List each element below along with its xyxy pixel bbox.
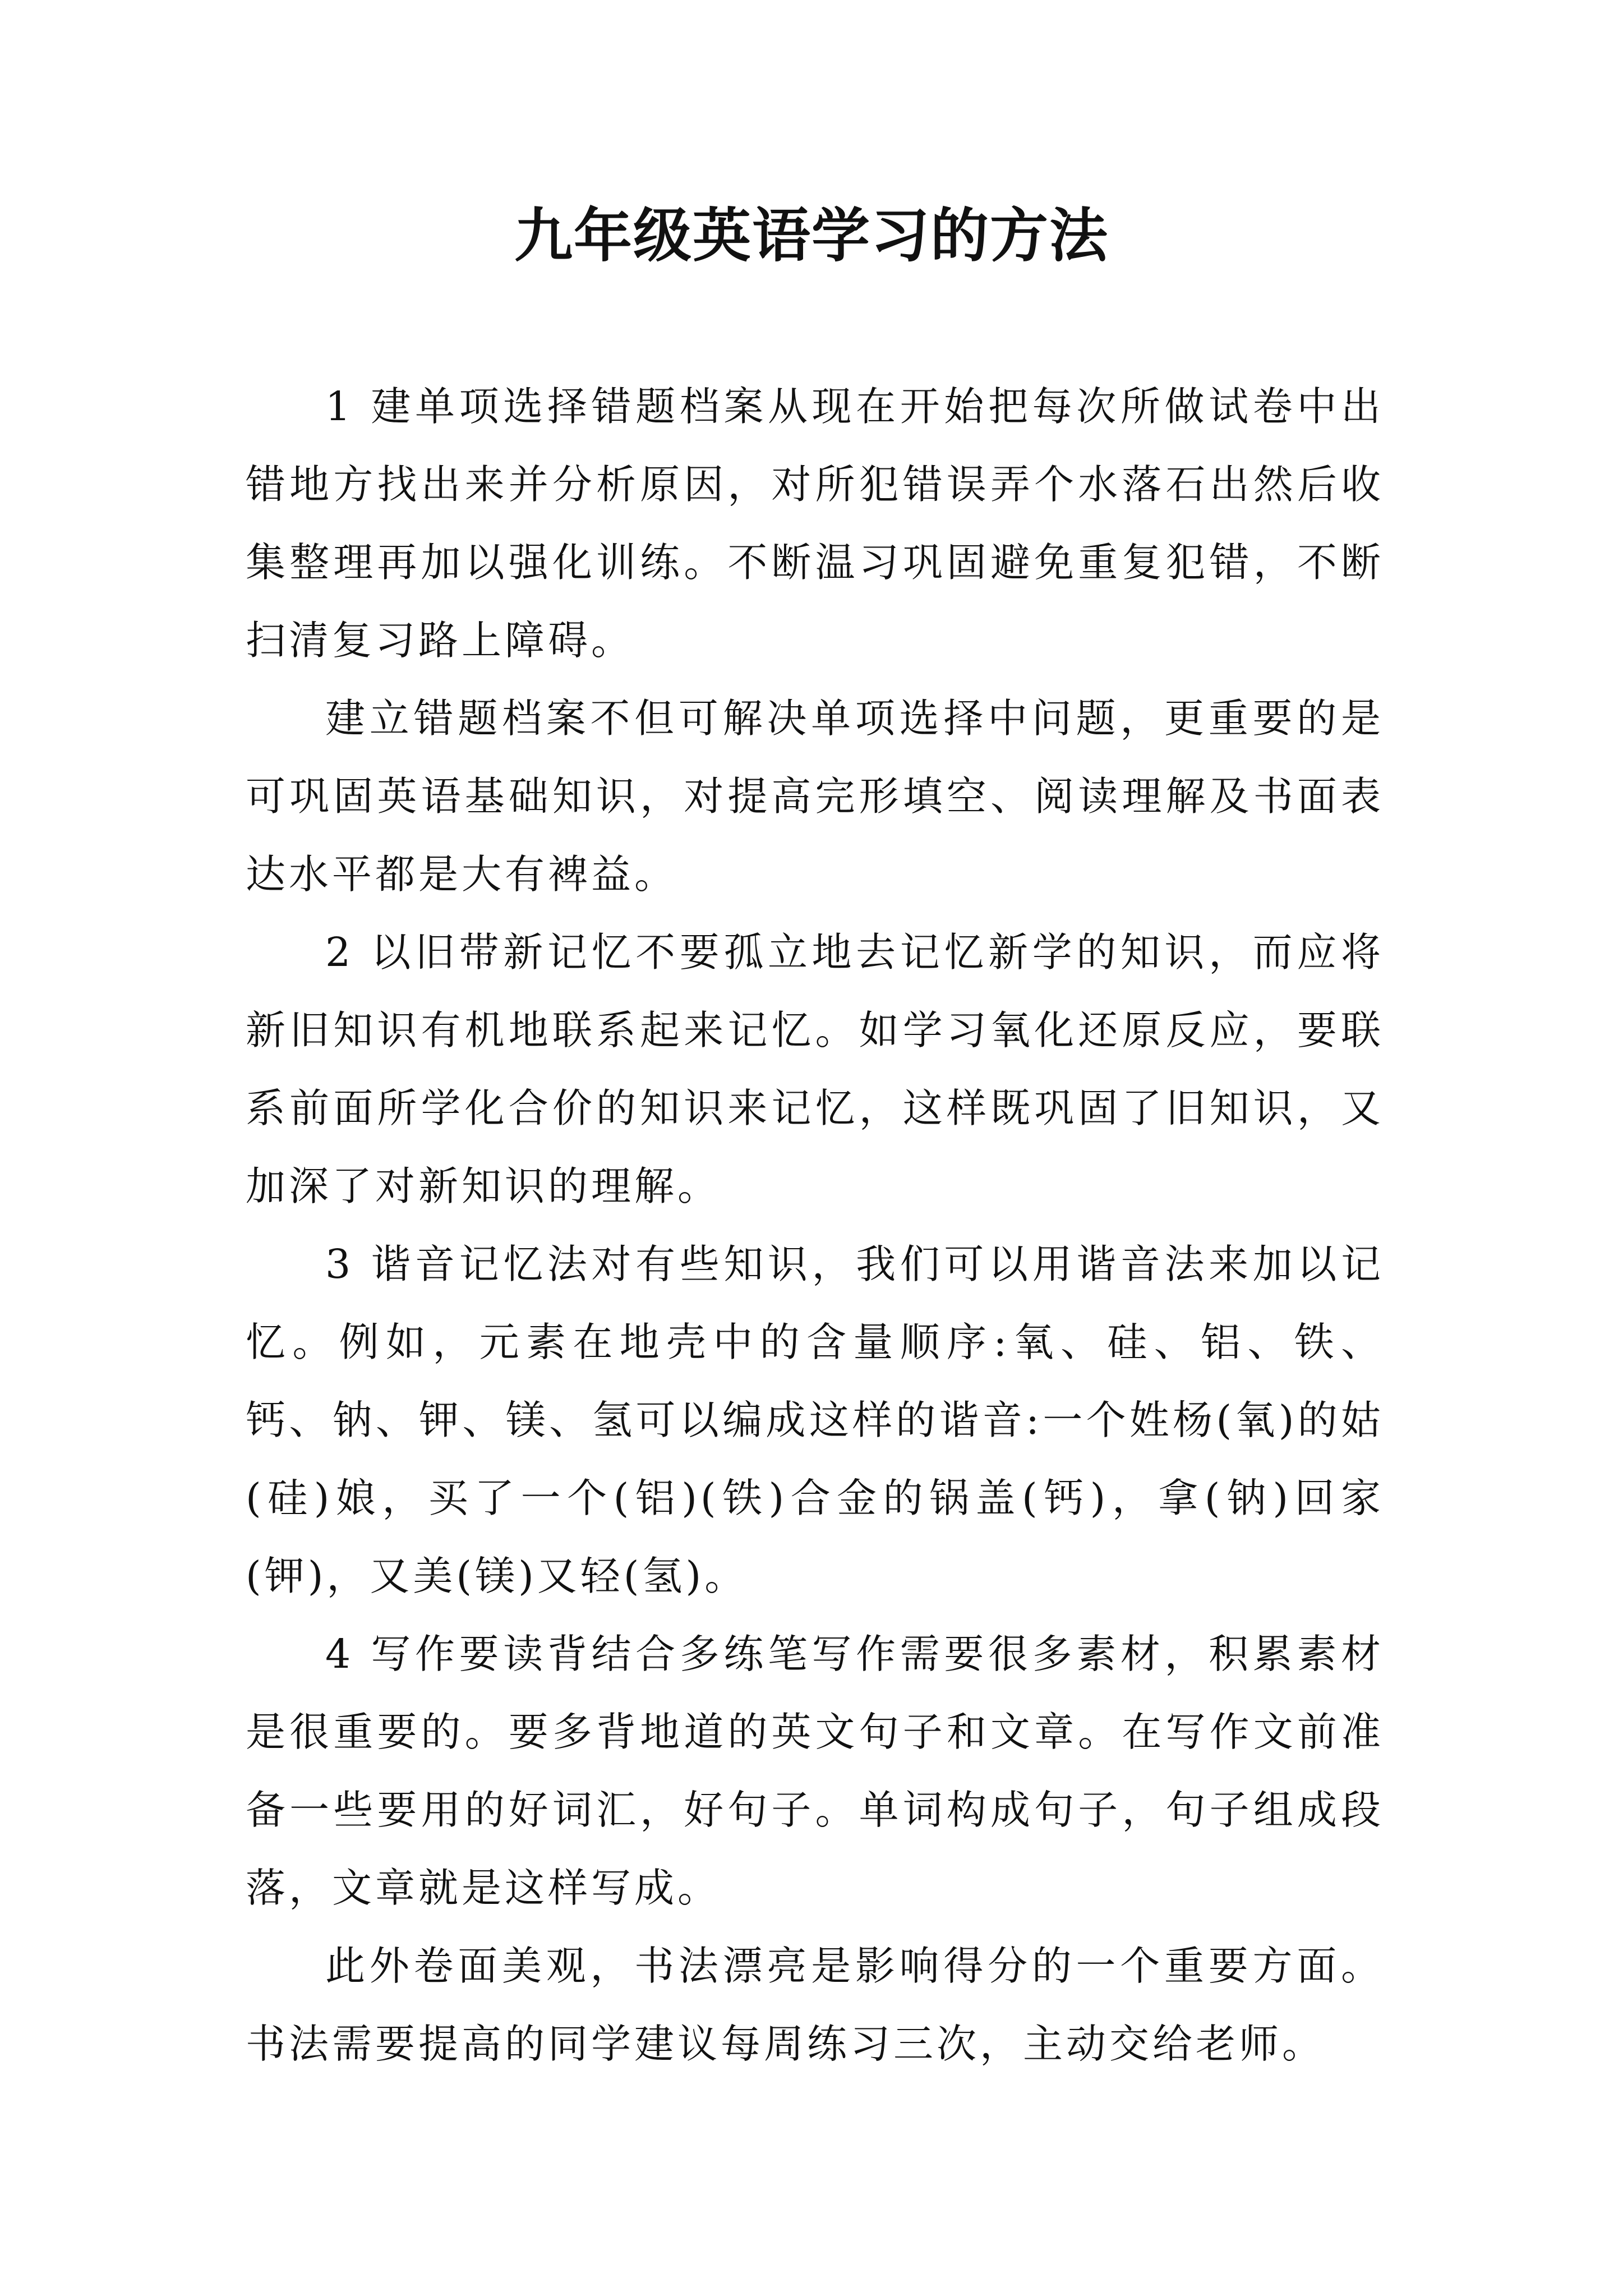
paragraph-error-notebook-benefits: 建立错题档案不但可解决单项选择中问题，更重要的是可巩固英语基础知识，对提高完形填空、阅读理解及书面表达水平都是大有裨益。 xyxy=(246,695,1384,898)
paragraph-writing-practice: 4 写作要读背结合多练笔写作需要很多素材，积累素材是很重要的。要多背地道的英文句子和文章。在写作文前准备一些要用的好词汇，好句子。单词构成句子，句子组成段落，文章就是这样写成。 xyxy=(246,1631,1384,1911)
document-body xyxy=(246,367,1384,2083)
document-title: 九年级英语学习的方法 xyxy=(514,201,1109,270)
paragraph-handwriting: 此外卷面美观，书法漂亮是影响得分的一个重要方面。书法需要提高的同学建议每周练习三次，主动交给老师。 xyxy=(246,1943,1384,2067)
paragraph-error-notebook: 1 建单项选择错题档案从现在开始把每次所做试卷中出错地方找出来并分析原因，对所犯错误弄个水落石出然后收集整理再加以强化训练。不断温习巩固避免重复犯错，不断扫清复习路上障碍。 xyxy=(246,383,1384,664)
paragraph-old-with-new-memory: 2 以旧带新记忆不要孤立地去记忆新学的知识，而应将新旧知识有机地联系起来记忆。如学习氧化还原反应，要联系前面所学化合价的知识来记忆，这样既巩固了旧知识，又加深了对新知识的理解。 xyxy=(246,929,1384,1209)
paragraph-homophone-memory: 3 谐音记忆法对有些知识，我们可以用谐音法来加以记忆。例如，元素在地壳中的含量顺序:氧、硅、铝、铁、钙、钠、钾、镁、氢可以编成这样的谐音:一个姓杨(氧)的姑(硅)娘，买了一个(铝)(铁)合金的锅盖(钙)，拿(钠)回家(钾)，又美(镁)又轻(氢)。 xyxy=(246,1241,1384,1599)
